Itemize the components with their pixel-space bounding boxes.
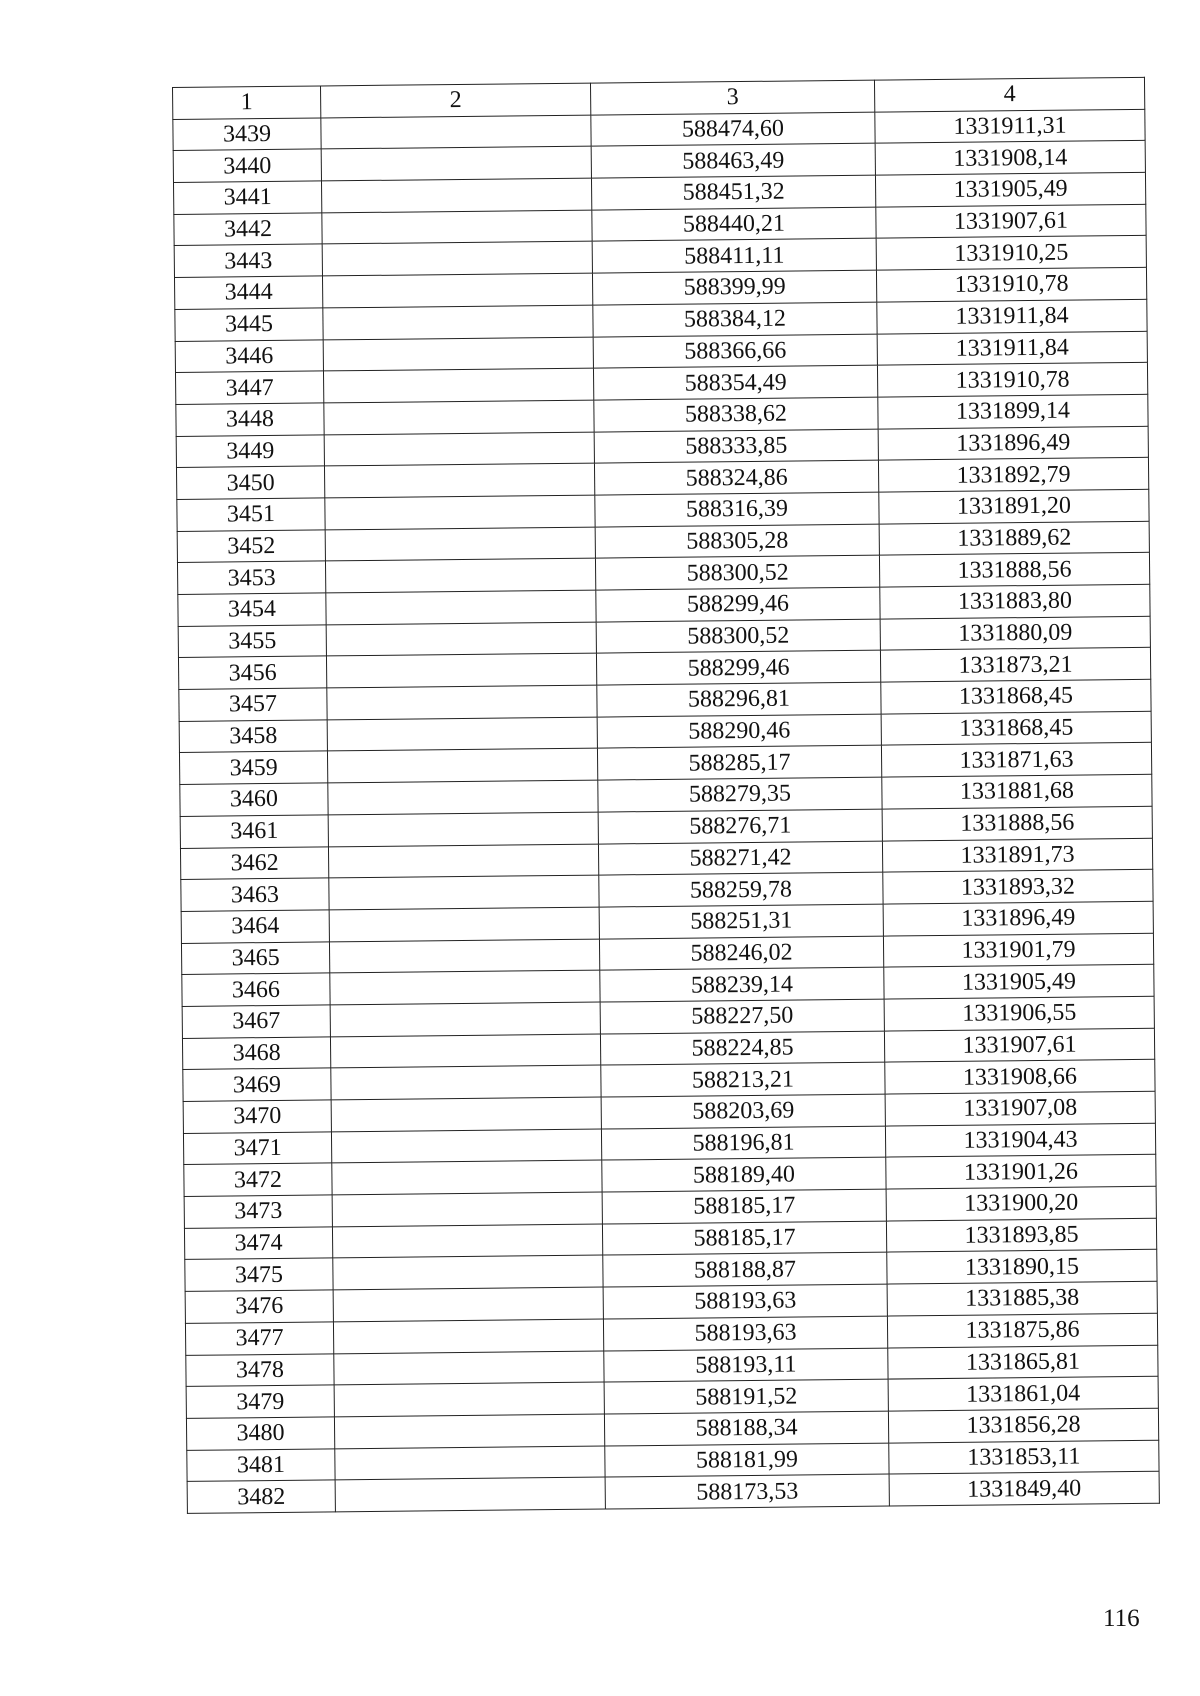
- description-cell: [332, 1224, 602, 1259]
- table-body: [173, 109, 1160, 1513]
- description-cell: [329, 907, 599, 942]
- x-coordinate-cell: 588203,69: [601, 1094, 885, 1129]
- x-coordinate-cell: 588196,81: [601, 1126, 885, 1161]
- point-number-cell: 3458: [179, 720, 327, 753]
- coordinates-table: [172, 77, 1160, 1514]
- description-cell: [332, 1160, 602, 1195]
- y-coordinate-cell: 1331889,62: [879, 521, 1149, 556]
- point-number-cell: 3452: [177, 530, 325, 563]
- column-header-3: 3: [590, 80, 874, 115]
- x-coordinate-cell: 588239,14: [600, 967, 884, 1002]
- description-cell: [328, 780, 598, 815]
- x-coordinate-cell: 588399,99: [592, 270, 876, 305]
- point-number-cell: 3456: [178, 656, 326, 689]
- point-number-cell: 3468: [182, 1037, 330, 1070]
- description-cell: [334, 1382, 604, 1417]
- x-coordinate-cell: 588290,46: [597, 714, 881, 749]
- point-number-cell: 3441: [174, 181, 322, 214]
- y-coordinate-cell: 1331908,14: [875, 141, 1145, 176]
- x-coordinate-cell: 588259,78: [599, 872, 883, 907]
- point-number-cell: 3481: [187, 1448, 335, 1481]
- point-number-cell: 3471: [183, 1132, 331, 1165]
- x-coordinate-cell: 588246,02: [599, 936, 883, 971]
- point-number-cell: 3467: [182, 1005, 330, 1038]
- y-coordinate-cell: 1331907,61: [884, 1028, 1154, 1063]
- x-coordinate-cell: 588299,46: [596, 587, 880, 622]
- description-cell: [324, 400, 594, 435]
- description-cell: [333, 1319, 603, 1354]
- x-coordinate-cell: 588185,17: [602, 1189, 886, 1224]
- description-cell: [334, 1414, 604, 1449]
- point-number-cell: 3479: [186, 1385, 334, 1418]
- y-coordinate-cell: 1331896,49: [878, 426, 1148, 461]
- point-number-cell: 3477: [185, 1322, 333, 1355]
- point-number-cell: 3448: [176, 403, 324, 436]
- y-coordinate-cell: 1331910,78: [876, 267, 1146, 302]
- x-coordinate-cell: 588189,40: [602, 1157, 886, 1192]
- x-coordinate-cell: 588463,49: [591, 144, 875, 179]
- description-cell: [325, 527, 595, 562]
- point-number-cell: 3440: [173, 149, 321, 182]
- y-coordinate-cell: 1331907,61: [876, 204, 1146, 239]
- description-cell: [326, 653, 596, 688]
- point-number-cell: 3460: [180, 783, 328, 816]
- x-coordinate-cell: 588188,87: [603, 1253, 887, 1288]
- description-cell: [324, 463, 594, 498]
- x-coordinate-cell: 588193,63: [603, 1316, 887, 1351]
- y-coordinate-cell: 1331891,20: [879, 489, 1149, 524]
- y-coordinate-cell: 1331899,14: [878, 394, 1148, 429]
- point-number-cell: 3474: [184, 1227, 332, 1260]
- y-coordinate-cell: 1331853,11: [889, 1440, 1159, 1475]
- y-coordinate-cell: 1331885,38: [887, 1281, 1157, 1316]
- x-coordinate-cell: 588338,62: [594, 397, 878, 432]
- description-cell: [323, 305, 593, 340]
- y-coordinate-cell: 1331911,84: [877, 331, 1147, 366]
- point-number-cell: 3462: [180, 846, 328, 879]
- y-coordinate-cell: 1331871,63: [881, 743, 1151, 778]
- point-number-cell: 3451: [177, 498, 325, 531]
- x-coordinate-cell: 588181,99: [605, 1443, 889, 1478]
- y-coordinate-cell: 1331910,78: [877, 362, 1147, 397]
- description-cell: [331, 1065, 601, 1100]
- x-coordinate-cell: 588271,42: [598, 841, 882, 876]
- x-coordinate-cell: 588276,71: [598, 809, 882, 844]
- point-number-cell: 3466: [182, 973, 330, 1006]
- y-coordinate-cell: 1331901,79: [883, 933, 1153, 968]
- x-coordinate-cell: 588227,50: [600, 999, 884, 1034]
- x-coordinate-cell: 588173,53: [605, 1474, 889, 1509]
- description-cell: [327, 717, 597, 752]
- description-cell: [321, 146, 591, 181]
- x-coordinate-cell: 588354,49: [593, 365, 877, 400]
- point-number-cell: 3459: [179, 751, 327, 784]
- point-number-cell: 3473: [184, 1195, 332, 1228]
- point-number-cell: 3454: [178, 593, 326, 626]
- point-number-cell: 3469: [183, 1068, 331, 1101]
- description-cell: [329, 875, 599, 910]
- point-number-cell: 3453: [177, 561, 325, 594]
- y-coordinate-cell: 1331905,49: [884, 965, 1154, 1000]
- x-coordinate-cell: 588440,21: [592, 207, 876, 242]
- x-coordinate-cell: 588296,81: [597, 682, 881, 717]
- description-cell: [330, 1002, 600, 1037]
- point-number-cell: 3442: [174, 213, 322, 246]
- x-coordinate-cell: 588193,63: [603, 1284, 887, 1319]
- y-coordinate-cell: 1331881,68: [882, 774, 1152, 809]
- y-coordinate-cell: 1331888,56: [879, 553, 1149, 588]
- x-coordinate-cell: 588366,66: [593, 334, 877, 369]
- description-cell: [335, 1477, 605, 1512]
- x-coordinate-cell: 588324,86: [594, 460, 878, 495]
- x-coordinate-cell: 588285,17: [597, 746, 881, 781]
- y-coordinate-cell: 1331911,31: [875, 109, 1145, 144]
- description-cell: [333, 1255, 603, 1290]
- description-cell: [334, 1351, 604, 1386]
- x-coordinate-cell: 588188,34: [604, 1411, 888, 1446]
- point-number-cell: 3439: [173, 118, 321, 151]
- y-coordinate-cell: 1331856,28: [888, 1408, 1158, 1443]
- point-number-cell: 3470: [183, 1100, 331, 1133]
- point-number-cell: 3446: [175, 339, 323, 372]
- x-coordinate-cell: 588316,39: [595, 492, 879, 527]
- point-number-cell: 3445: [175, 308, 323, 341]
- point-number-cell: 3461: [180, 815, 328, 848]
- description-cell: [326, 590, 596, 625]
- y-coordinate-cell: 1331901,26: [886, 1155, 1156, 1190]
- y-coordinate-cell: 1331888,56: [882, 806, 1152, 841]
- column-header-1: 1: [173, 86, 321, 119]
- y-coordinate-cell: 1331883,80: [880, 584, 1150, 619]
- description-cell: [330, 1034, 600, 1069]
- description-cell: [332, 1192, 602, 1227]
- x-coordinate-cell: 588305,28: [595, 524, 879, 559]
- y-coordinate-cell: 1331904,43: [885, 1123, 1155, 1158]
- x-coordinate-cell: 588299,46: [596, 650, 880, 685]
- x-coordinate-cell: 588300,52: [595, 555, 879, 590]
- y-coordinate-cell: 1331880,09: [880, 616, 1150, 651]
- point-number-cell: 3463: [181, 878, 329, 911]
- point-number-cell: 3464: [181, 910, 329, 943]
- description-cell: [322, 210, 592, 245]
- point-number-cell: 3457: [179, 688, 327, 721]
- x-coordinate-cell: 588191,52: [604, 1379, 888, 1414]
- y-coordinate-cell: 1331849,40: [889, 1471, 1159, 1506]
- point-number-cell: 3472: [184, 1163, 332, 1196]
- x-coordinate-cell: 588411,11: [592, 239, 876, 274]
- point-number-cell: 3476: [185, 1290, 333, 1323]
- description-cell: [321, 115, 591, 150]
- y-coordinate-cell: 1331868,45: [881, 711, 1151, 746]
- description-cell: [335, 1446, 605, 1481]
- x-coordinate-cell: 588185,17: [602, 1221, 886, 1256]
- y-coordinate-cell: 1331900,20: [886, 1186, 1156, 1221]
- x-coordinate-cell: 588333,85: [594, 429, 878, 464]
- point-number-cell: 3449: [176, 434, 324, 467]
- description-cell: [329, 939, 599, 974]
- x-coordinate-cell: 588213,21: [601, 1062, 885, 1097]
- description-cell: [323, 337, 593, 372]
- point-number-cell: 3478: [186, 1353, 334, 1386]
- point-number-cell: 3450: [176, 466, 324, 499]
- point-number-cell: 3447: [175, 371, 323, 404]
- y-coordinate-cell: 1331868,45: [881, 679, 1151, 714]
- y-coordinate-cell: 1331906,55: [884, 996, 1154, 1031]
- description-cell: [328, 812, 598, 847]
- point-number-cell: 3465: [181, 941, 329, 974]
- page-number: 116: [1103, 1605, 1140, 1632]
- description-cell: [322, 242, 592, 277]
- description-cell: [331, 1097, 601, 1132]
- y-coordinate-cell: 1331910,25: [876, 236, 1146, 271]
- y-coordinate-cell: 1331911,84: [877, 299, 1147, 334]
- description-cell: [326, 622, 596, 657]
- column-header-2: 2: [320, 83, 590, 118]
- point-number-cell: 3443: [174, 244, 322, 277]
- description-cell: [327, 685, 597, 720]
- y-coordinate-cell: 1331891,73: [882, 838, 1152, 873]
- description-cell: [322, 273, 592, 308]
- x-coordinate-cell: 588474,60: [591, 112, 875, 147]
- y-coordinate-cell: 1331892,79: [878, 458, 1148, 493]
- point-number-cell: 3444: [174, 276, 322, 309]
- y-coordinate-cell: 1331905,49: [875, 172, 1145, 207]
- description-cell: [321, 178, 591, 213]
- y-coordinate-cell: 1331908,66: [885, 1060, 1155, 1095]
- point-number-cell: 3482: [187, 1480, 335, 1513]
- x-coordinate-cell: 588251,31: [599, 904, 883, 939]
- x-coordinate-cell: 588193,11: [604, 1348, 888, 1383]
- description-cell: [327, 749, 597, 784]
- y-coordinate-cell: 1331861,04: [888, 1376, 1158, 1411]
- y-coordinate-cell: 1331890,15: [887, 1250, 1157, 1285]
- description-cell: [330, 970, 600, 1005]
- y-coordinate-cell: 1331907,08: [885, 1091, 1155, 1126]
- y-coordinate-cell: 1331875,86: [887, 1313, 1157, 1348]
- y-coordinate-cell: 1331893,32: [883, 869, 1153, 904]
- y-coordinate-cell: 1331893,85: [886, 1218, 1156, 1253]
- point-number-cell: 3455: [178, 625, 326, 658]
- description-cell: [328, 844, 598, 879]
- description-cell: [333, 1287, 603, 1322]
- y-coordinate-cell: 1331896,49: [883, 901, 1153, 936]
- description-cell: [331, 1129, 601, 1164]
- y-coordinate-cell: 1331865,81: [888, 1345, 1158, 1380]
- description-cell: [324, 432, 594, 467]
- x-coordinate-cell: 588279,35: [598, 777, 882, 812]
- description-cell: [325, 495, 595, 530]
- description-cell: [325, 558, 595, 593]
- column-header-4: 4: [874, 77, 1144, 112]
- description-cell: [323, 368, 593, 403]
- point-number-cell: 3480: [186, 1417, 334, 1450]
- x-coordinate-cell: 588451,32: [591, 175, 875, 210]
- x-coordinate-cell: 588300,52: [596, 619, 880, 654]
- x-coordinate-cell: 588224,85: [600, 1031, 884, 1066]
- y-coordinate-cell: 1331873,21: [880, 648, 1150, 683]
- point-number-cell: 3475: [185, 1258, 333, 1291]
- x-coordinate-cell: 588384,12: [593, 302, 877, 337]
